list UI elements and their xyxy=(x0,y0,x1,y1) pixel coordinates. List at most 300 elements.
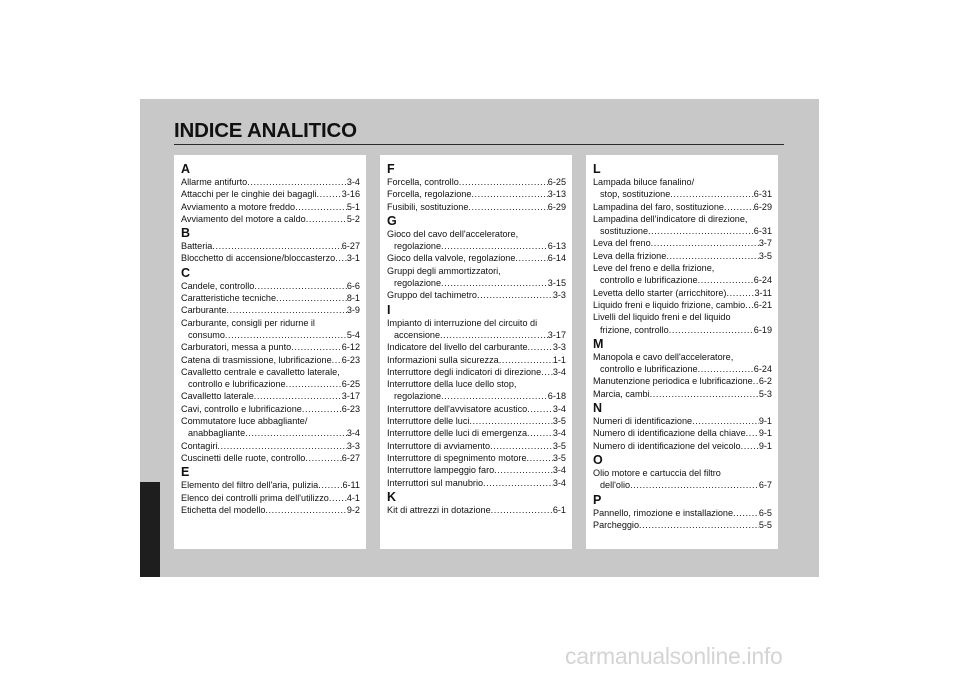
page-number: 3-4 xyxy=(552,403,566,414)
index-entry-line xyxy=(593,237,772,249)
index-entry-line xyxy=(387,252,566,264)
index-entry-text: Allarme antifurto xyxy=(181,177,248,187)
index-entry-line xyxy=(387,201,566,213)
index-entry-line xyxy=(387,378,566,390)
section-letter: I xyxy=(387,302,391,317)
index-entry xyxy=(387,252,566,264)
index-entry-line xyxy=(387,265,566,277)
index-entry xyxy=(387,289,566,301)
page-number: 3-4 xyxy=(552,366,566,377)
page-number: 3-5 xyxy=(552,452,566,463)
dot-leader xyxy=(483,477,553,489)
index-entry xyxy=(181,415,360,440)
index-entry-text: Contagiri xyxy=(181,440,218,451)
index-entry-line xyxy=(387,366,566,378)
index-entry-line xyxy=(181,213,360,225)
index-entry-line xyxy=(181,403,360,415)
section-letter: G xyxy=(387,213,397,228)
index-entry-text: Gioco del cavo dell'acceleratore, xyxy=(387,228,519,239)
index-entry-text: Cavi, controllo e lubrificazione xyxy=(181,403,302,414)
index-entry-line xyxy=(387,390,566,402)
index-entry-line xyxy=(181,280,360,292)
index-entry-line xyxy=(181,378,360,390)
page-number: 1-1 xyxy=(552,354,566,365)
page-number: 3-3 xyxy=(552,290,566,301)
index-entry xyxy=(387,354,566,366)
index-entry xyxy=(181,317,360,342)
index-entry-line xyxy=(387,354,566,366)
index-entry-line xyxy=(593,274,772,286)
index-entry-line xyxy=(593,213,772,225)
page-number: 3-17 xyxy=(547,329,566,340)
index-entry xyxy=(181,390,360,402)
index-entry xyxy=(181,341,360,353)
index-entry-text: Numero di identificazione del veicolo xyxy=(593,440,741,451)
page-number: 9-2 xyxy=(346,504,360,515)
dot-leader xyxy=(469,415,552,427)
dot-leader xyxy=(726,287,754,299)
dot-leader xyxy=(302,403,342,415)
index-entry-line xyxy=(387,403,566,415)
index-entry-text: Cavalletto laterale xyxy=(181,391,254,402)
index-entry xyxy=(387,415,566,427)
index-entry xyxy=(593,201,772,213)
index-entry-text: Gruppi degli ammortizzatori, xyxy=(387,265,501,276)
page-number: 6-27 xyxy=(341,452,360,463)
dot-leader xyxy=(440,329,548,341)
index-entry-text: Indicatore del livello del carburante xyxy=(387,342,528,353)
index-entry-line xyxy=(181,504,360,516)
dot-leader xyxy=(491,504,553,516)
manual-page xyxy=(140,99,819,577)
index-entry xyxy=(181,504,360,516)
index-entry xyxy=(387,366,566,378)
index-entry-text: Elenco dei controlli prima dell'utilizzo xyxy=(181,492,329,503)
index-entry-text: Lampada biluce fanalino/ xyxy=(593,177,695,187)
index-entry-text: stop, sostituzione xyxy=(600,189,671,200)
dot-leader xyxy=(666,250,759,262)
index-entry-text: Etichetta del modello xyxy=(181,504,266,515)
page-number: 6-23 xyxy=(341,354,360,365)
index-entry xyxy=(181,292,360,304)
index-entry-text: controllo e lubrificazione xyxy=(188,379,286,390)
index-entry-text: Attacchi per le cinghie dei bagagli xyxy=(181,189,317,200)
index-entry-line xyxy=(181,329,360,341)
index-entry-text: Avviamento del motore a caldo xyxy=(181,213,306,224)
index-entry xyxy=(387,265,566,290)
index-entry-text: Marcia, cambi xyxy=(593,388,650,399)
page-number: 9-1 xyxy=(758,440,772,451)
index-entry-line xyxy=(387,504,566,516)
index-entry-line xyxy=(593,363,772,375)
index-entry-line xyxy=(593,427,772,439)
index-entry-line xyxy=(181,341,360,353)
page-number: 3-4 xyxy=(346,177,360,187)
page-number: 6-25 xyxy=(547,177,566,187)
index-entry xyxy=(387,228,566,253)
dot-leader xyxy=(650,388,759,400)
index-entry-line xyxy=(387,277,566,289)
dot-leader xyxy=(318,479,342,491)
index-entry-text: Lampadina del faro, sostituzione xyxy=(593,201,724,212)
page-number: 3-3 xyxy=(552,342,566,353)
index-entry-text: Leva della frizione xyxy=(593,250,667,261)
page-number: 3-3 xyxy=(346,440,360,451)
page-number: 3-1 xyxy=(346,253,360,264)
dot-leader xyxy=(471,188,547,200)
index-entry-line xyxy=(181,201,360,213)
page-number: 9-1 xyxy=(758,416,772,427)
index-entry-line xyxy=(387,317,566,329)
dot-leader xyxy=(639,519,759,531)
dot-leader xyxy=(698,363,754,375)
index-entry-text: Gioco della valvole, regolazione xyxy=(387,253,516,264)
index-entry-text: Leve del freno e della frizione, xyxy=(593,263,715,274)
index-entry-line xyxy=(593,176,772,188)
index-entry xyxy=(181,366,360,391)
index-entry-text: Numero di identificazione della chiave xyxy=(593,428,746,439)
index-entry-text: Interruttore di spegnimento motore xyxy=(387,452,527,463)
index-entry-line xyxy=(593,479,772,491)
index-entry-line xyxy=(181,252,360,264)
dot-leader xyxy=(217,440,346,452)
index-entry xyxy=(181,452,360,464)
dot-leader xyxy=(265,504,346,516)
index-entry-text: Interruttore delle luci di emergenza xyxy=(387,428,528,439)
dot-leader xyxy=(459,176,548,188)
index-entry-line xyxy=(387,240,566,252)
page-number: 5-5 xyxy=(758,519,772,530)
page-number: 3-16 xyxy=(341,189,360,200)
index-column-3 xyxy=(586,155,778,549)
index-entry-text: Parcheggio xyxy=(593,519,640,530)
section-letter: K xyxy=(387,489,397,504)
index-entry xyxy=(593,262,772,287)
index-entry-line xyxy=(387,477,566,489)
index-entry-line xyxy=(593,519,772,531)
index-entry xyxy=(387,188,566,200)
dot-leader xyxy=(276,292,347,304)
index-entry-text: Interruttori sul manubrio xyxy=(387,477,484,488)
dot-leader xyxy=(254,390,342,402)
index-entry-text: Livelli del liquido freni e del liquido xyxy=(593,312,731,323)
page-number: 6-19 xyxy=(753,324,772,335)
index-entry-text: Interruttore della luce dello stop, xyxy=(387,379,517,390)
index-entry-line xyxy=(181,479,360,491)
dot-leader xyxy=(441,390,548,402)
index-entry xyxy=(181,403,360,415)
index-entry-text: frizione, controllo xyxy=(600,324,669,335)
section-letter: B xyxy=(181,226,191,241)
page-number: 3-17 xyxy=(341,391,360,402)
page-number: 3-4 xyxy=(552,477,566,488)
index-entry-line xyxy=(593,351,772,363)
dot-leader xyxy=(335,252,347,264)
index-entry-text: Numeri di identificazione xyxy=(593,416,693,427)
index-entry xyxy=(387,317,566,342)
index-entry-line xyxy=(181,188,360,200)
index-entry-line xyxy=(181,354,360,366)
index-entry-text: Interruttore dell'avvisatore acustico xyxy=(387,403,528,414)
index-entry xyxy=(181,252,360,264)
index-entry-text: Forcella, regolazione xyxy=(387,189,472,200)
section-letter: N xyxy=(593,401,603,416)
index-entry-line xyxy=(593,324,772,336)
page-number: 6-7 xyxy=(758,480,772,491)
index-entry xyxy=(181,304,360,316)
dot-leader xyxy=(332,354,342,366)
chapter-tab xyxy=(140,482,160,577)
title-underline xyxy=(174,144,784,145)
index-entry-text: anabbagliante xyxy=(188,428,246,439)
dot-leader xyxy=(245,427,347,439)
page-number: 6-23 xyxy=(341,403,360,414)
page-number: 6-13 xyxy=(547,241,566,252)
index-entry-line xyxy=(593,250,772,262)
index-entry-text: controllo e lubrificazione xyxy=(600,364,698,375)
index-entry-text: regolazione xyxy=(394,241,442,252)
index-entry xyxy=(387,341,566,353)
index-entry xyxy=(181,213,360,225)
index-entry-line xyxy=(181,366,360,378)
index-entry-line xyxy=(593,388,772,400)
index-entry xyxy=(181,479,360,491)
index-entry xyxy=(181,440,360,452)
index-entry xyxy=(593,375,772,387)
page-number: 9-1 xyxy=(758,428,772,439)
dot-leader xyxy=(746,427,759,439)
index-entry xyxy=(593,440,772,452)
index-entry-line xyxy=(181,240,360,252)
index-entry xyxy=(181,240,360,252)
index-entry-line xyxy=(387,341,566,353)
section-letter: F xyxy=(387,162,395,176)
dot-leader xyxy=(254,280,347,292)
page-number: 3-13 xyxy=(547,189,566,200)
dot-leader xyxy=(441,277,548,289)
index-entry-text: Catena di trasmissione, lubrificazione xyxy=(181,354,332,365)
index-entry-line xyxy=(181,452,360,464)
page-number: 6-11 xyxy=(342,480,360,491)
index-entry-text: Blocchetto di accensione/bloccasterzo xyxy=(181,253,336,264)
index-entry-text: Interruttore degli indicatori di direzione xyxy=(387,366,542,377)
index-entry-text: controllo e lubrificazione xyxy=(600,275,698,286)
dot-leader xyxy=(733,507,759,519)
index-entry xyxy=(593,351,772,376)
page-number: 6-14 xyxy=(547,253,566,264)
page-number: 3-11 xyxy=(754,287,772,298)
index-entry-line xyxy=(593,201,772,213)
index-entry-text: Cuscinetti delle ruote, controllo xyxy=(181,452,306,463)
dot-leader xyxy=(527,452,553,464)
index-entry xyxy=(387,440,566,452)
page-number: 3-7 xyxy=(758,238,772,249)
section-letter: O xyxy=(593,452,603,467)
index-entry-line xyxy=(181,440,360,452)
dot-leader xyxy=(316,188,341,200)
dot-leader xyxy=(669,324,754,336)
index-entry-text: Candele, controllo xyxy=(181,280,255,291)
index-entry-text: Impianto di interruzione del circuito di xyxy=(387,317,538,328)
page-number: 6-29 xyxy=(753,201,772,212)
dot-leader xyxy=(745,299,754,311)
index-entry-line xyxy=(387,188,566,200)
page-number: 6-25 xyxy=(341,379,360,390)
index-entry-line xyxy=(387,415,566,427)
index-entry-line xyxy=(387,228,566,240)
page-number: 3-5 xyxy=(552,440,566,451)
index-entry-text: accensione xyxy=(394,329,441,340)
index-entry-line xyxy=(181,292,360,304)
index-entry-text: Carburatori, messa a punto xyxy=(181,342,292,353)
index-entry-text: dell'olio xyxy=(600,480,631,491)
index-entry xyxy=(593,237,772,249)
index-entry-line xyxy=(593,311,772,323)
index-entry-line xyxy=(593,299,772,311)
index-entry xyxy=(593,388,772,400)
index-entry-line xyxy=(387,464,566,476)
index-entry-text: Cavalletto centrale e cavalletto laterale, xyxy=(181,366,340,377)
index-entry-text: Interruttore di avviamento xyxy=(387,440,491,451)
index-entry xyxy=(593,176,772,201)
index-entry-line xyxy=(387,440,566,452)
index-entry-text: regolazione xyxy=(394,278,442,289)
dot-leader xyxy=(527,403,553,415)
page-title: INDICE ANALITICO xyxy=(174,119,357,142)
dot-leader xyxy=(528,341,553,353)
index-entry-line xyxy=(593,287,772,299)
page-number: 3-4 xyxy=(346,428,360,439)
index-entry-line xyxy=(181,427,360,439)
index-entry-text: Elemento del filtro dell'aria, pulizia xyxy=(181,480,319,491)
dot-leader xyxy=(527,427,553,439)
index-entry-line xyxy=(593,188,772,200)
index-entry-text: Interruttore delle luci xyxy=(387,416,470,427)
dot-leader xyxy=(670,188,754,200)
page-number: 6-2 xyxy=(758,376,772,387)
page-number: 6-18 xyxy=(547,391,566,402)
index-entry-text: sostituzione xyxy=(600,226,649,237)
dot-leader xyxy=(741,440,759,452)
index-entry xyxy=(593,467,772,492)
index-entry-line xyxy=(181,415,360,427)
page-number: 3-5 xyxy=(758,250,772,261)
dot-leader xyxy=(477,289,553,301)
index-entry-line xyxy=(593,262,772,274)
page-number: 5-2 xyxy=(346,213,360,224)
index-entry xyxy=(387,452,566,464)
index-entry-text: regolazione xyxy=(394,391,442,402)
index-entry xyxy=(181,176,360,188)
page-number: 5-4 xyxy=(346,329,360,340)
index-entry xyxy=(593,213,772,238)
index-entry-line xyxy=(387,329,566,341)
index-entry-text: Forcella, controllo xyxy=(387,177,459,187)
page-number: 3-4 xyxy=(552,465,566,476)
page-number: 3-5 xyxy=(552,416,566,427)
dot-leader xyxy=(468,201,547,213)
index-entry xyxy=(593,299,772,311)
section-letter: E xyxy=(181,465,190,480)
index-column-2 xyxy=(380,155,572,549)
index-entry-text: Liquido freni e liquido frizione, cambio xyxy=(593,299,746,310)
index-entry-line xyxy=(181,317,360,329)
dot-leader xyxy=(212,240,341,252)
index-entry-line xyxy=(593,507,772,519)
dot-leader xyxy=(441,240,548,252)
section-letter: C xyxy=(181,265,191,280)
index-entry xyxy=(387,464,566,476)
index-entry xyxy=(387,504,566,516)
page-number: 3-15 xyxy=(547,278,566,289)
index-entry xyxy=(181,280,360,292)
dot-leader xyxy=(225,329,347,341)
dot-leader xyxy=(630,479,759,491)
index-entry-line xyxy=(181,176,360,188)
page-number: 6-1 xyxy=(552,504,566,515)
index-entry xyxy=(181,188,360,200)
page-number: 8-1 xyxy=(346,293,360,304)
index-entry xyxy=(387,427,566,439)
dot-leader xyxy=(227,304,347,316)
index-entry xyxy=(593,427,772,439)
page-number: 5-1 xyxy=(346,201,360,212)
index-entry-text: Pannello, rimozione e installazione xyxy=(593,507,734,518)
dot-leader xyxy=(515,252,547,264)
dot-leader xyxy=(692,415,759,427)
index-entry-text: Olio motore e cartuccia del filtro xyxy=(593,467,721,478)
index-entry-text: Interruttore lampeggio faro xyxy=(387,465,495,476)
dot-leader xyxy=(247,176,347,188)
index-entry-text: Batteria xyxy=(181,241,213,252)
index-entry-line xyxy=(387,176,566,188)
index-entry-line xyxy=(593,225,772,237)
dot-leader xyxy=(286,378,342,390)
index-entry xyxy=(387,403,566,415)
index-entry-line xyxy=(181,390,360,402)
index-entry-line xyxy=(593,467,772,479)
index-entry xyxy=(181,201,360,213)
index-entry-text: Kit di attrezzi in dotazione xyxy=(387,504,491,515)
index-entry xyxy=(593,519,772,531)
dot-leader xyxy=(490,440,553,452)
page-number: 6-29 xyxy=(547,201,566,212)
page-number: 6-5 xyxy=(758,507,772,518)
index-entry-text: Levetta dello starter (arricchitore) xyxy=(593,287,727,298)
index-entry-line xyxy=(181,304,360,316)
dot-leader xyxy=(291,341,342,353)
page-number: 6-12 xyxy=(341,342,360,353)
dot-leader xyxy=(651,237,759,249)
dot-leader xyxy=(494,464,553,476)
index-entry-text: Carburante xyxy=(181,305,227,316)
dot-leader xyxy=(306,213,347,225)
dot-leader xyxy=(541,366,553,378)
index-column-1 xyxy=(174,155,366,549)
section-letter: P xyxy=(593,492,602,507)
index-entry-text: Gruppo del tachimetro xyxy=(387,290,477,301)
index-entry-line xyxy=(593,440,772,452)
index-entry-text: Manopola e cavo dell'acceleratore, xyxy=(593,351,734,362)
index-entry xyxy=(387,378,566,403)
index-entry xyxy=(181,354,360,366)
index-entry-line xyxy=(387,289,566,301)
page-number: 3-9 xyxy=(346,305,360,316)
index-entry-text: Lampadina dell'indicatore di direzione, xyxy=(593,213,748,224)
index-entry-line xyxy=(181,492,360,504)
dot-leader xyxy=(724,201,754,213)
dot-leader xyxy=(648,225,754,237)
